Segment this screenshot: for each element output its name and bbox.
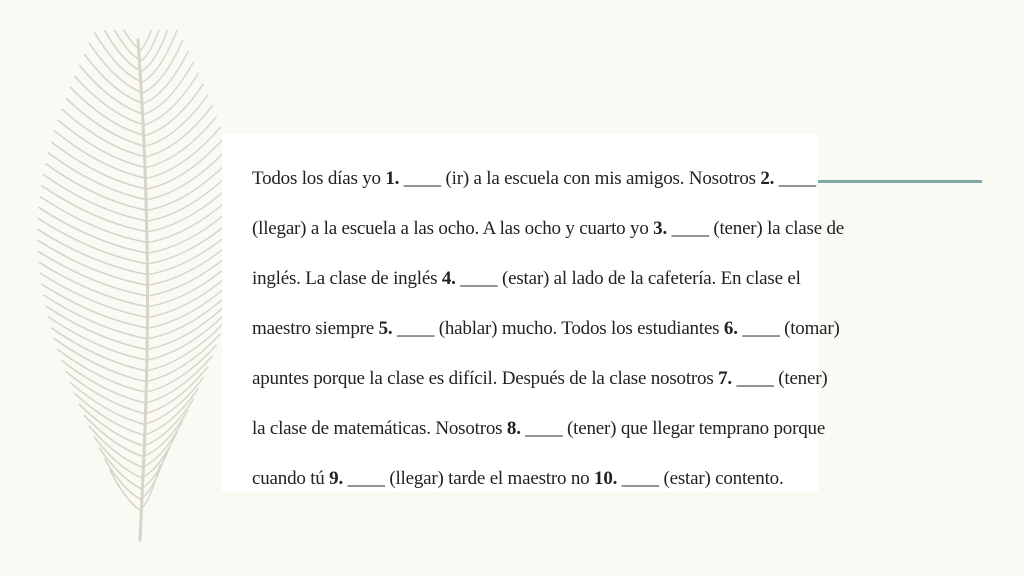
item-number-2: 2. (760, 168, 775, 189)
feather-barb (85, 55, 144, 104)
exercise-passage (252, 154, 845, 504)
item-number-9: 9. (329, 468, 344, 489)
passage-line-7: cuando tú 9. ____ (llegar) tarde el maestro no 10. ____ (estar) contento. (252, 468, 784, 489)
item-number-5: 5. (378, 318, 393, 339)
item-number-6: 6. (723, 318, 738, 339)
passage-line-4: maestro siempre 5. ____ (hablar) mucho. Todos los estudiantes 6. ____ (tomar) (252, 318, 840, 339)
item-number-4: 4. (441, 268, 456, 289)
item-number-1: 1. (385, 168, 400, 189)
item-number-8: 8. (506, 418, 521, 439)
feather-barb (105, 459, 141, 499)
item-number-3: 3. (653, 218, 668, 239)
item-number-7: 7. (718, 368, 732, 389)
passage-line-3: inglés. La clase de inglés 4. ____ (estar) al lado de la cafetería. En clase el (252, 268, 801, 289)
passage-line-2: (llegar) a la escuela a las ocho. A las ocho y cuarto yo 3. ____ (tener) la clase de (252, 218, 845, 239)
feather-barb (143, 41, 183, 93)
passage-line-5: apuntes porque la clase es difícil. Después de la clase nosotros 7. ____ (tener) (252, 368, 828, 389)
passage-line-6: la clase de matemáticas. Nosotros 8. ____ (tener) que llegar temprano porque (252, 418, 826, 439)
exercise-card (222, 134, 845, 492)
feather-barb (142, 30, 177, 82)
feather-barb (80, 66, 144, 115)
feather-barb (110, 470, 140, 510)
passage-line-1: Todos los días yo 1. ____ (ir) a la escuela con mis amigos. Nosotros 2. ____ (252, 168, 816, 189)
feather-icon (20, 30, 240, 550)
accent-divider (818, 180, 982, 183)
item-number-10: 10. (594, 468, 618, 489)
